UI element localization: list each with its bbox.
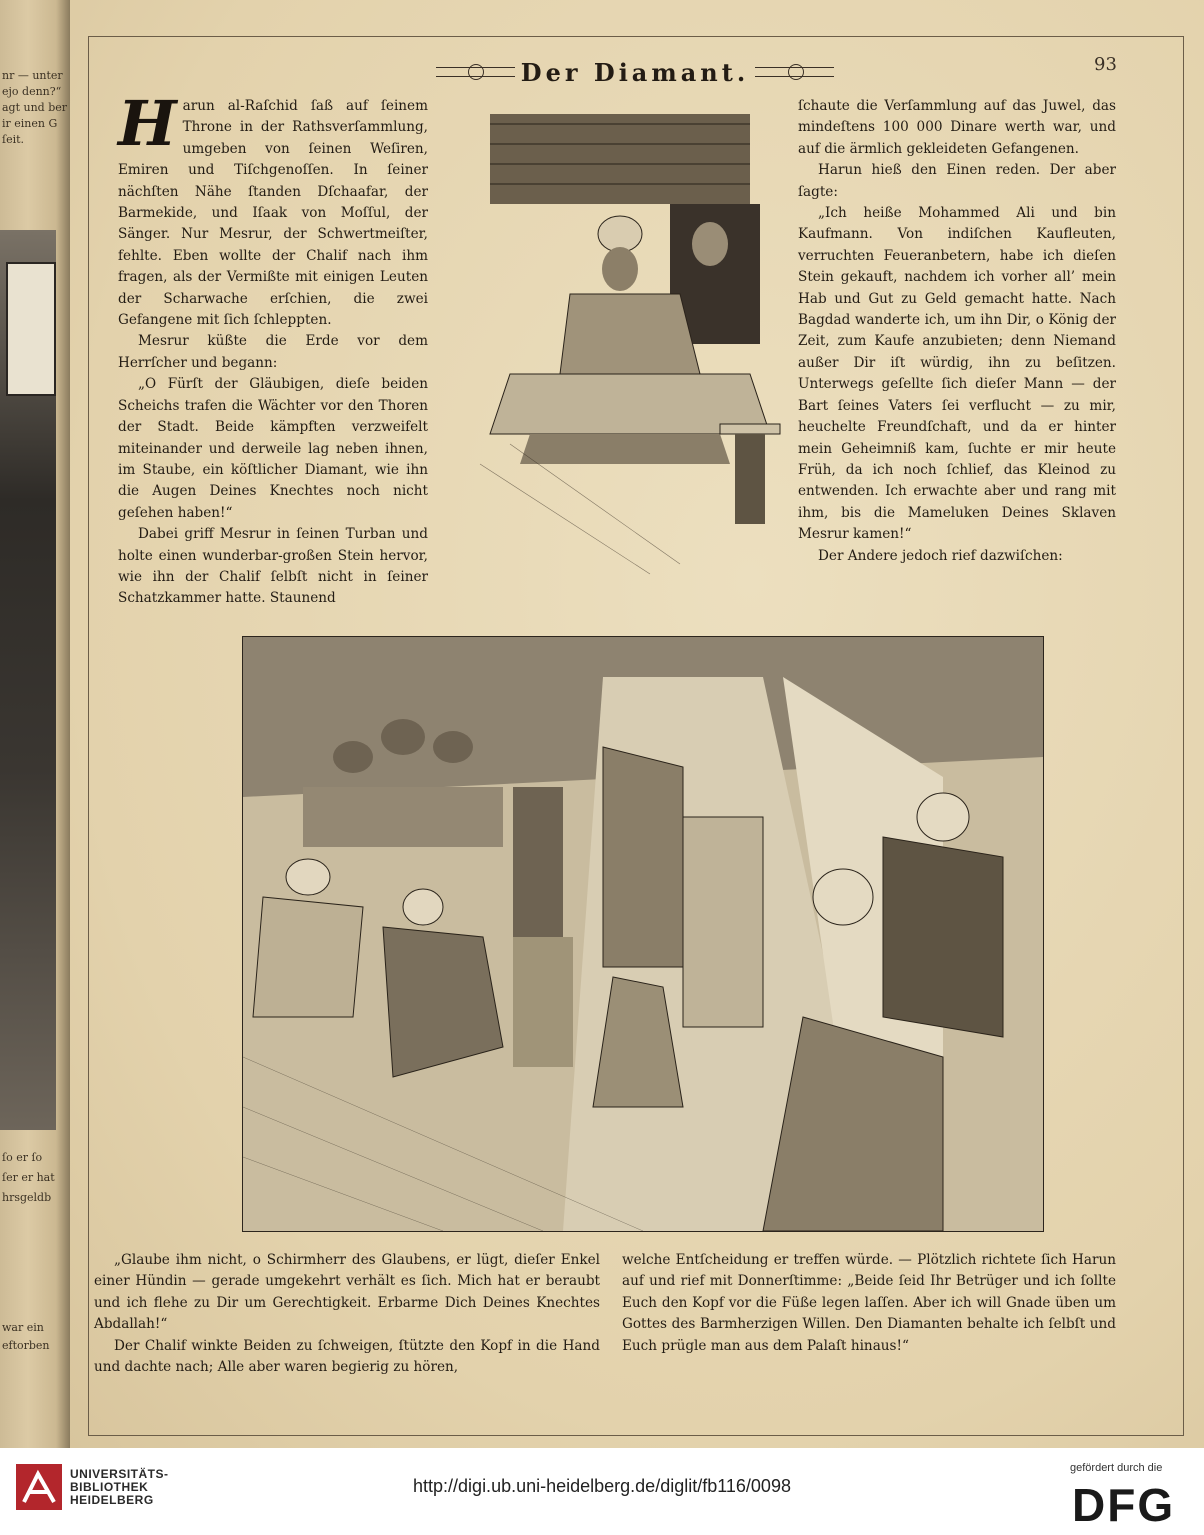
paragraph: Dabei griff Mesrur in ſeinen Turban und holte einen wunderbar-großen Stein hervor, wie ihn der Chalif ſelbſt nicht in ſeiner Schatzkammer hatte. Staunend	[118, 526, 428, 607]
paragraph: „Ich heiße Mohammed Ali und bin Kaufmann. Von indiſchen Kaufleuten, verruchten Feueranbetern, habe ich dieſen Stein gekauft, nachdem ich vorher all’ mein Hab und Gut zu Geld gemacht hatte. Nach Bagdad wanderte ich, um ihn Dir, o König der Zeit, zum Kaufe anzubieten; denn Niemand außer Dir iſt würdig, ihn zu beſitzen. Unterwegs geſellte ſich dieſer Mann — der Bart ſeines Vaters ſei verflucht — zu mir, heuchelte Freundſchaft, und da er hinter mein Geheimniß kam, ſuchte er mir heute Früh, da ich noch ſchlief, das Kleinod zu entwenden. Ich erwachte aber und rang mit ihm, bis die Mameluken Deines Sklaven Mesrur kamen!“	[798, 205, 1116, 543]
funding-label: gefördert durch die	[1070, 1462, 1163, 1474]
paragraph-text: arun al-Raſchid ſaß auf ſeinem Throne in der Rathsverſammlung, umgeben von ſeinen Weſiren, Emiren und Tiſchgenoſſen. In ſeiner nächſten Nähe ſtanden Dſchaafar, der Barmekide, und Iſaak von Moſſul, der Sänger. Nur Mesrur, der Schwertmeiſter, fehlte. Eben wollte der Chalif nach ihm fragen, als der Vermißte mit einigen Leuten der Scharwache erſchien, die zwei Gefangene mit ſich ſchleppten.	[118, 98, 428, 329]
adjacent-page-window-drawing	[6, 262, 56, 396]
illustration-court-scene	[242, 636, 1044, 1232]
adjacent-text: ſeit.	[2, 133, 25, 146]
column-left-bottom	[94, 1250, 600, 1378]
adjacent-text: ir einen G	[2, 117, 58, 130]
document-url-link[interactable]: http://digi.ub.uni-heidelberg.de/diglit/fb116/0098	[413, 1476, 791, 1496]
paragraph: Der Andere jedoch rief dazwiſchen:	[818, 547, 1063, 564]
page-number: 93	[1094, 54, 1117, 75]
adjacent-text: ejo denn?“	[2, 85, 62, 98]
ub-line: BIBLIOTHEK	[70, 1480, 149, 1494]
page-header	[430, 52, 840, 92]
drop-cap: H	[118, 87, 177, 160]
adjacent-text: eftorben	[2, 1339, 50, 1352]
illustration-seated-man	[450, 104, 790, 584]
viewer-footer	[0, 1448, 1204, 1535]
page-title: Der Diamant.	[520, 57, 750, 87]
paragraph: ſchaute die Verſammlung auf das Juwel, das mindeſtens 100 000 Dinare werth war, und auf die ärmlich gekleideten Gefangenen.	[798, 98, 1116, 157]
column-right-top	[798, 96, 1116, 567]
adjacent-text: ſer er hat	[2, 1171, 55, 1184]
adjacent-text: hrsgeldb	[2, 1191, 52, 1204]
adjacent-text: nr — unter	[2, 69, 63, 82]
header-ornament-right	[755, 67, 834, 77]
paragraph: „O Fürſt der Gläubigen, dieſe beiden Scheichs trafen die Wächter vor den Thoren der Stadt. Beide kämpften verzweifelt miteinander und derweile lag neben ihnen, im Staube, ein köſtlicher Diamant, wie ihn die Augen Deines Knechtes noch nicht geſehen haben!“	[118, 376, 428, 521]
dfg-logo[interactable]: DFG	[1072, 1479, 1176, 1531]
column-left-top	[118, 87, 428, 610]
ub-line: UNIVERSITÄTS-	[70, 1467, 169, 1481]
adjacent-text: ſo er ſo	[2, 1151, 43, 1164]
header-ornament-left	[436, 67, 515, 77]
adjacent-text: agt und ber	[2, 101, 68, 114]
book-page	[70, 0, 1204, 1448]
paragraph: Harun hieß den Einen reden. Der aber ſagte:	[798, 162, 1116, 200]
paragraph: Der Chalif winkte Beiden zu ſchweigen, ſtützte den Kopf in die Hand und dachte nach; Alle aber waren begierig zu hören,	[94, 1337, 600, 1376]
paragraph	[118, 87, 428, 331]
paragraph: „Glaube ihm nicht, o Schirmherr des Glaubens, er lügt, dieſer Enkel einer Hündin — gerade umgekehrt verhält es ſich. Mich hat er beraubt und ich flehe zu Dir um Gerechtigkeit. Erbarme Dich Deines Knechtes Abdallah!“	[94, 1252, 600, 1333]
adjacent-text: war ein	[2, 1321, 44, 1334]
paragraph: Mesrur küßte die Erde vor dem Herrſcher und begann:	[118, 333, 428, 371]
ub-line: HEIDELBERG	[70, 1493, 154, 1507]
paragraph: welche Entſcheidung er treffen würde. — Plötzlich richtete ſich Harun auf und rief mit Donnerſtimme: „Beide ſeid Ihr Betrüger und ich ſollte Euch den Kopf vor die Füße legen laſſen. Aber ich will Gnade üben um Gottes des Barmherzigen Willen. Den Diamanten behalte ich ſelbſt und Euch prügle man aus dem Palaſt hinaus!“	[622, 1252, 1116, 1354]
adjacent-page-edge	[0, 0, 70, 1448]
column-right-bottom	[622, 1250, 1116, 1357]
